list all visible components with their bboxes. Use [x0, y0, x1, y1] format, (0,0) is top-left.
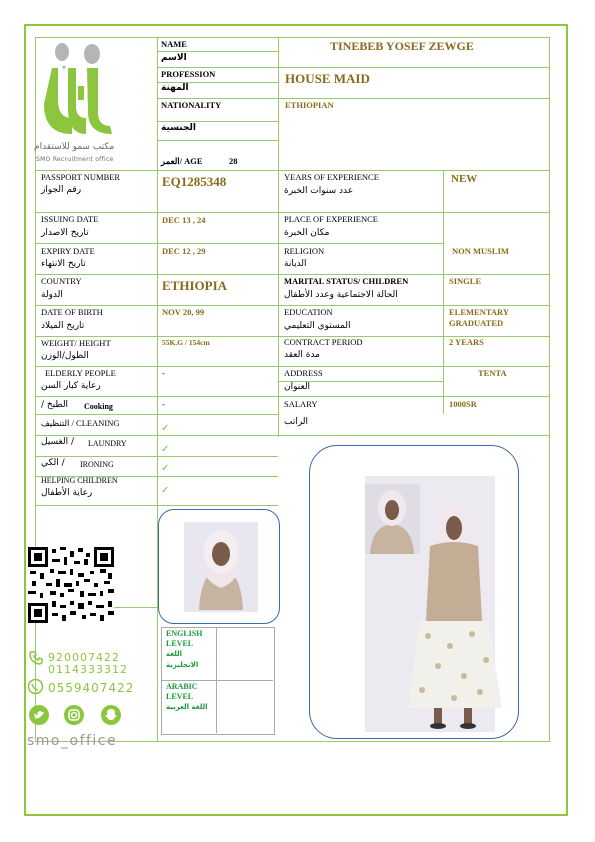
country-label-ar: الدولة	[41, 290, 63, 300]
nationality-label-ar: الجنسية	[161, 123, 196, 133]
address-value: TENTA	[478, 368, 507, 378]
salary-label-ar: الراتب	[284, 417, 309, 427]
marital-value: SINGLE	[449, 276, 482, 286]
contract-label: CONTRACT PERIOD	[284, 337, 363, 347]
grid-line	[35, 505, 278, 506]
passport-label-ar: رقم الجواز	[41, 185, 82, 195]
expiry-value: DEC 12 , 29	[162, 246, 206, 256]
whatsapp-number[interactable]: 0559407422	[48, 681, 135, 695]
phone-number-1[interactable]: 920007422	[48, 651, 120, 664]
contract-value: 2 YEARS	[449, 337, 484, 347]
grid-line	[35, 243, 443, 244]
nationality-label: NATIONALITY	[161, 100, 222, 110]
weight-label: WEIGHT/ HEIGHT	[41, 338, 111, 348]
grid-line	[35, 435, 550, 436]
education-value-2: GRADUATED	[449, 318, 504, 328]
dob-label-ar: تاريخ الميلاد	[41, 321, 85, 331]
english-label-ar: اللغة	[166, 650, 183, 658]
smo-logo	[42, 42, 122, 142]
twitter-icon[interactable]	[28, 704, 50, 726]
grid-line	[278, 37, 279, 437]
experience-value: NEW	[451, 173, 478, 185]
profession-value: HOUSE MAID	[285, 71, 370, 86]
age-value: 28	[229, 156, 238, 166]
grid-line	[157, 67, 278, 68]
issuing-label: ISSUING DATE	[41, 214, 99, 224]
experience-label: YEARS OF EXPERIENCE	[284, 172, 379, 182]
grid-line	[35, 212, 550, 213]
children-check-icon: ✓	[161, 485, 170, 496]
weight-value: 55K.G / 154cm	[162, 338, 210, 347]
arabic-label-ar: اللغة العربية	[166, 703, 208, 711]
arabic-label: ARABIC	[166, 682, 198, 691]
issuing-value: DEC 13 , 24	[162, 215, 206, 225]
logo-arabic-text: مكتب سمو للاستقدام	[34, 142, 115, 152]
education-label-ar: المستوي التعليمي	[284, 321, 351, 331]
country-label: COUNTRY	[41, 276, 82, 286]
ironing-check-icon: ✓	[161, 463, 170, 474]
marital-label: MARITAL STATUS/ CHILDREN	[284, 276, 409, 286]
whatsapp-icon	[27, 678, 44, 695]
religion-label-ar: الديانة	[284, 259, 307, 269]
address-label: ADDRESS	[284, 368, 323, 378]
grid-line	[35, 366, 550, 367]
laundry-label-ar: الغسيل /	[41, 437, 75, 447]
laundry-label: LAUNDRY	[88, 439, 127, 448]
ironing-label: IRONING	[80, 460, 114, 469]
salary-value: 1000SR	[449, 399, 477, 409]
profession-label-ar: المهنة	[161, 83, 189, 93]
cleaning-label: التنظيف / CLEANING	[41, 418, 120, 428]
place-experience-label-ar: مكان الخبرة	[284, 228, 330, 238]
elderly-label: ELDERLY PEOPLE	[45, 368, 116, 378]
passport-value: EQ1285348	[162, 174, 227, 189]
name-label: NAME	[161, 39, 187, 49]
marital-label-ar: الحالة الاجتماعية وعدد الأطفال	[284, 290, 398, 300]
portrait-photo	[158, 509, 280, 624]
grid-line	[157, 140, 278, 141]
grid-line	[157, 51, 278, 52]
cooking-value: -	[162, 399, 165, 409]
children-label-ar: رعاية الأطفال	[41, 488, 93, 498]
expiry-label: EXPIRY DATE	[41, 246, 95, 256]
grid-line	[35, 170, 550, 171]
full-body-photo	[309, 445, 519, 739]
nationality-value: ETHIOPIAN	[285, 100, 334, 110]
profession-label: PROFESSION	[161, 69, 216, 79]
elderly-value: -	[162, 368, 165, 378]
name-value: TINEBEB YOSEF ZEWGE	[330, 39, 474, 53]
contract-label-ar: مدة العقد	[284, 350, 320, 360]
country-value: ETHIOPIA	[162, 278, 228, 293]
grid-line	[35, 456, 278, 457]
grid-line	[157, 121, 278, 122]
english-label: ENGLISH	[166, 629, 203, 638]
experience-label-ar: عدد سنوات الخبرة	[284, 186, 354, 196]
english-label-ar-2: الانجليزية	[166, 661, 199, 669]
logo-english-text: SMO Recruitment office	[36, 156, 114, 163]
phone-icon	[28, 650, 44, 666]
place-experience-label: PLACE OF EXPERIENCE	[284, 214, 378, 224]
ironing-label-ar: الكي /	[41, 458, 65, 468]
religion-value: NON MUSLIM	[452, 246, 509, 256]
age-label: العمر/ AGE	[161, 156, 203, 166]
grid-line	[443, 170, 444, 414]
elderly-label-ar: رعاية كبار السن	[41, 381, 101, 391]
education-label: EDUCATION	[284, 307, 333, 317]
social-handle[interactable]: smo_office	[27, 733, 118, 749]
cooking-label: Cooking	[84, 402, 113, 411]
laundry-check-icon: ✓	[161, 444, 170, 455]
grid-line	[278, 67, 550, 68]
passport-label: PASSPORT NUMBER	[41, 172, 121, 182]
expiry-label-ar: تاريخ الانتهاء	[41, 259, 86, 269]
religion-label: RELIGION	[284, 246, 325, 256]
instagram-icon[interactable]	[63, 704, 85, 726]
grid-line	[35, 274, 550, 275]
phone-number-2[interactable]: 0114333312	[48, 663, 128, 676]
address-label-ar: العنوان	[284, 382, 311, 392]
grid-line	[35, 305, 550, 306]
english-level-label: LEVEL	[166, 639, 194, 648]
grid-line	[157, 37, 158, 742]
arabic-level-label: LEVEL	[166, 692, 194, 701]
salary-label: SALARY	[284, 399, 318, 409]
grid-line	[35, 414, 278, 415]
grid-line	[157, 98, 550, 99]
dob-label: DATE OF BIRTH	[41, 307, 103, 317]
education-value-1: ELEMENTARY	[449, 307, 509, 317]
weight-label-ar: الطول/الوزن	[41, 351, 89, 361]
name-label-ar: الاسم	[161, 53, 187, 63]
snapchat-icon[interactable]	[100, 704, 122, 726]
cleaning-check-icon: ✓	[161, 423, 170, 434]
grid-line	[35, 396, 550, 397]
dob-value: NOV 20, 99	[162, 307, 205, 317]
qr-code	[28, 547, 114, 623]
children-label: HELPING CHILDREN	[41, 476, 118, 485]
cooking-label-ar: / الطبخ	[41, 400, 69, 410]
issuing-label-ar: تاريخ الاصدار	[41, 228, 89, 238]
grid-line	[161, 680, 273, 681]
